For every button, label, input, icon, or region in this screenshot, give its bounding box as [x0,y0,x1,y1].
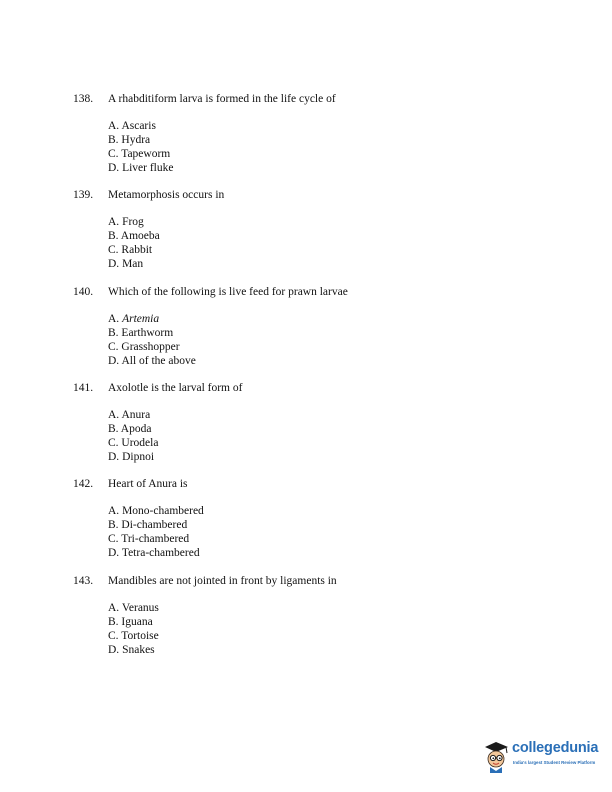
question-text: Axolotle is the larval form of [108,382,243,394]
option-a: A. Ascaris [108,120,156,132]
question-142 [73,477,593,560]
option-text: Urodela [121,437,159,449]
option-text: Earthworm [121,327,174,339]
question-number: 143. [73,575,94,587]
option-text: Ascaris [121,120,156,132]
option-text: Veranus [121,602,159,614]
question-number: 140. [73,286,94,298]
collegedunia-logo [483,738,603,778]
question-number: 142. [73,478,94,490]
question-143 [73,574,593,657]
option-c: C. Tortoise [108,630,159,642]
option-text: Tetra-chambered [121,547,200,559]
options-list [108,601,593,657]
option-b: B. Hydra [108,134,151,146]
question-header [73,188,593,202]
question-141 [73,381,593,464]
option-d: D. Dipnoi [108,451,155,463]
options-list [108,408,593,464]
option-text: Rabbit [121,244,153,256]
option-b: B. Apoda [108,423,152,435]
option-c: C. Rabbit [108,244,153,256]
option-c: C. Tri-chambered [108,533,190,545]
question-header [73,574,593,588]
question-text: A rhabditiform larva is formed in the life cycle of [108,93,336,105]
option-d: D. Liver fluke [108,162,174,174]
question-header [73,477,593,491]
logo-tagline: India's largest Student Review Platform [513,760,596,765]
option-text: Man [122,258,144,270]
question-number: 141. [73,382,94,394]
question-text: Which of the following is live feed for prawn larvae [108,286,348,298]
option-text: Dipnoi [122,451,155,463]
option-b: B. Di-chambered [108,519,188,531]
option-a: A. Mono-chambered [108,505,204,517]
option-b: B. Earthworm [108,327,174,339]
question-header [73,92,593,106]
option-d: D. Man [108,258,144,270]
option-text: Apoda [120,423,152,435]
question-number: 139. [73,189,94,201]
option-text: Tortoise [121,630,159,642]
option-text: Hydra [121,134,151,146]
options-list [108,312,593,368]
option-text: Grasshopper [121,341,180,353]
question-140 [73,285,593,368]
option-b: B. Amoeba [108,230,160,242]
question-139 [73,188,593,271]
option-a: A. Frog [108,216,144,228]
option-b: B. Iguana [108,616,153,628]
question-text: Heart of Anura is [108,478,188,490]
option-c: C. Tapeworm [108,148,171,160]
option-d: D. All of the above [108,355,196,367]
option-text: Anura [121,409,151,421]
option-c: C. Urodela [108,437,159,449]
option-text: Frog [122,216,144,228]
options-list [108,215,593,271]
question-138 [73,92,593,175]
option-a: A. Artemia [108,313,160,325]
graduate-mascot-icon [483,738,511,774]
question-text: Metamorphosis occurs in [108,189,225,201]
option-a: A. Anura [108,409,151,421]
option-text: Mono-chambered [122,505,204,517]
option-d: D. Snakes [108,644,155,656]
logo-wordmark: collegedunia [512,740,599,756]
option-d: D. Tetra-chambered [108,547,200,559]
option-text: Artemia [122,313,160,325]
options-list [108,119,593,175]
option-text: Snakes [122,644,155,656]
option-text: Di-chambered [121,519,188,531]
option-text: Amoeba [120,230,160,242]
question-text: Mandibles are not jointed in front by ligaments in [108,575,337,587]
option-text: Tri-chambered [121,533,190,545]
option-text: Tapeworm [121,148,171,160]
option-text: Liver fluke [122,162,174,174]
options-list [108,504,593,560]
option-text: All of the above [121,355,196,367]
option-a: A. Veranus [108,602,159,614]
question-header [73,285,593,299]
option-text: Iguana [121,616,153,628]
option-c: C. Grasshopper [108,341,180,353]
question-header [73,381,593,395]
question-number: 138. [73,93,94,105]
